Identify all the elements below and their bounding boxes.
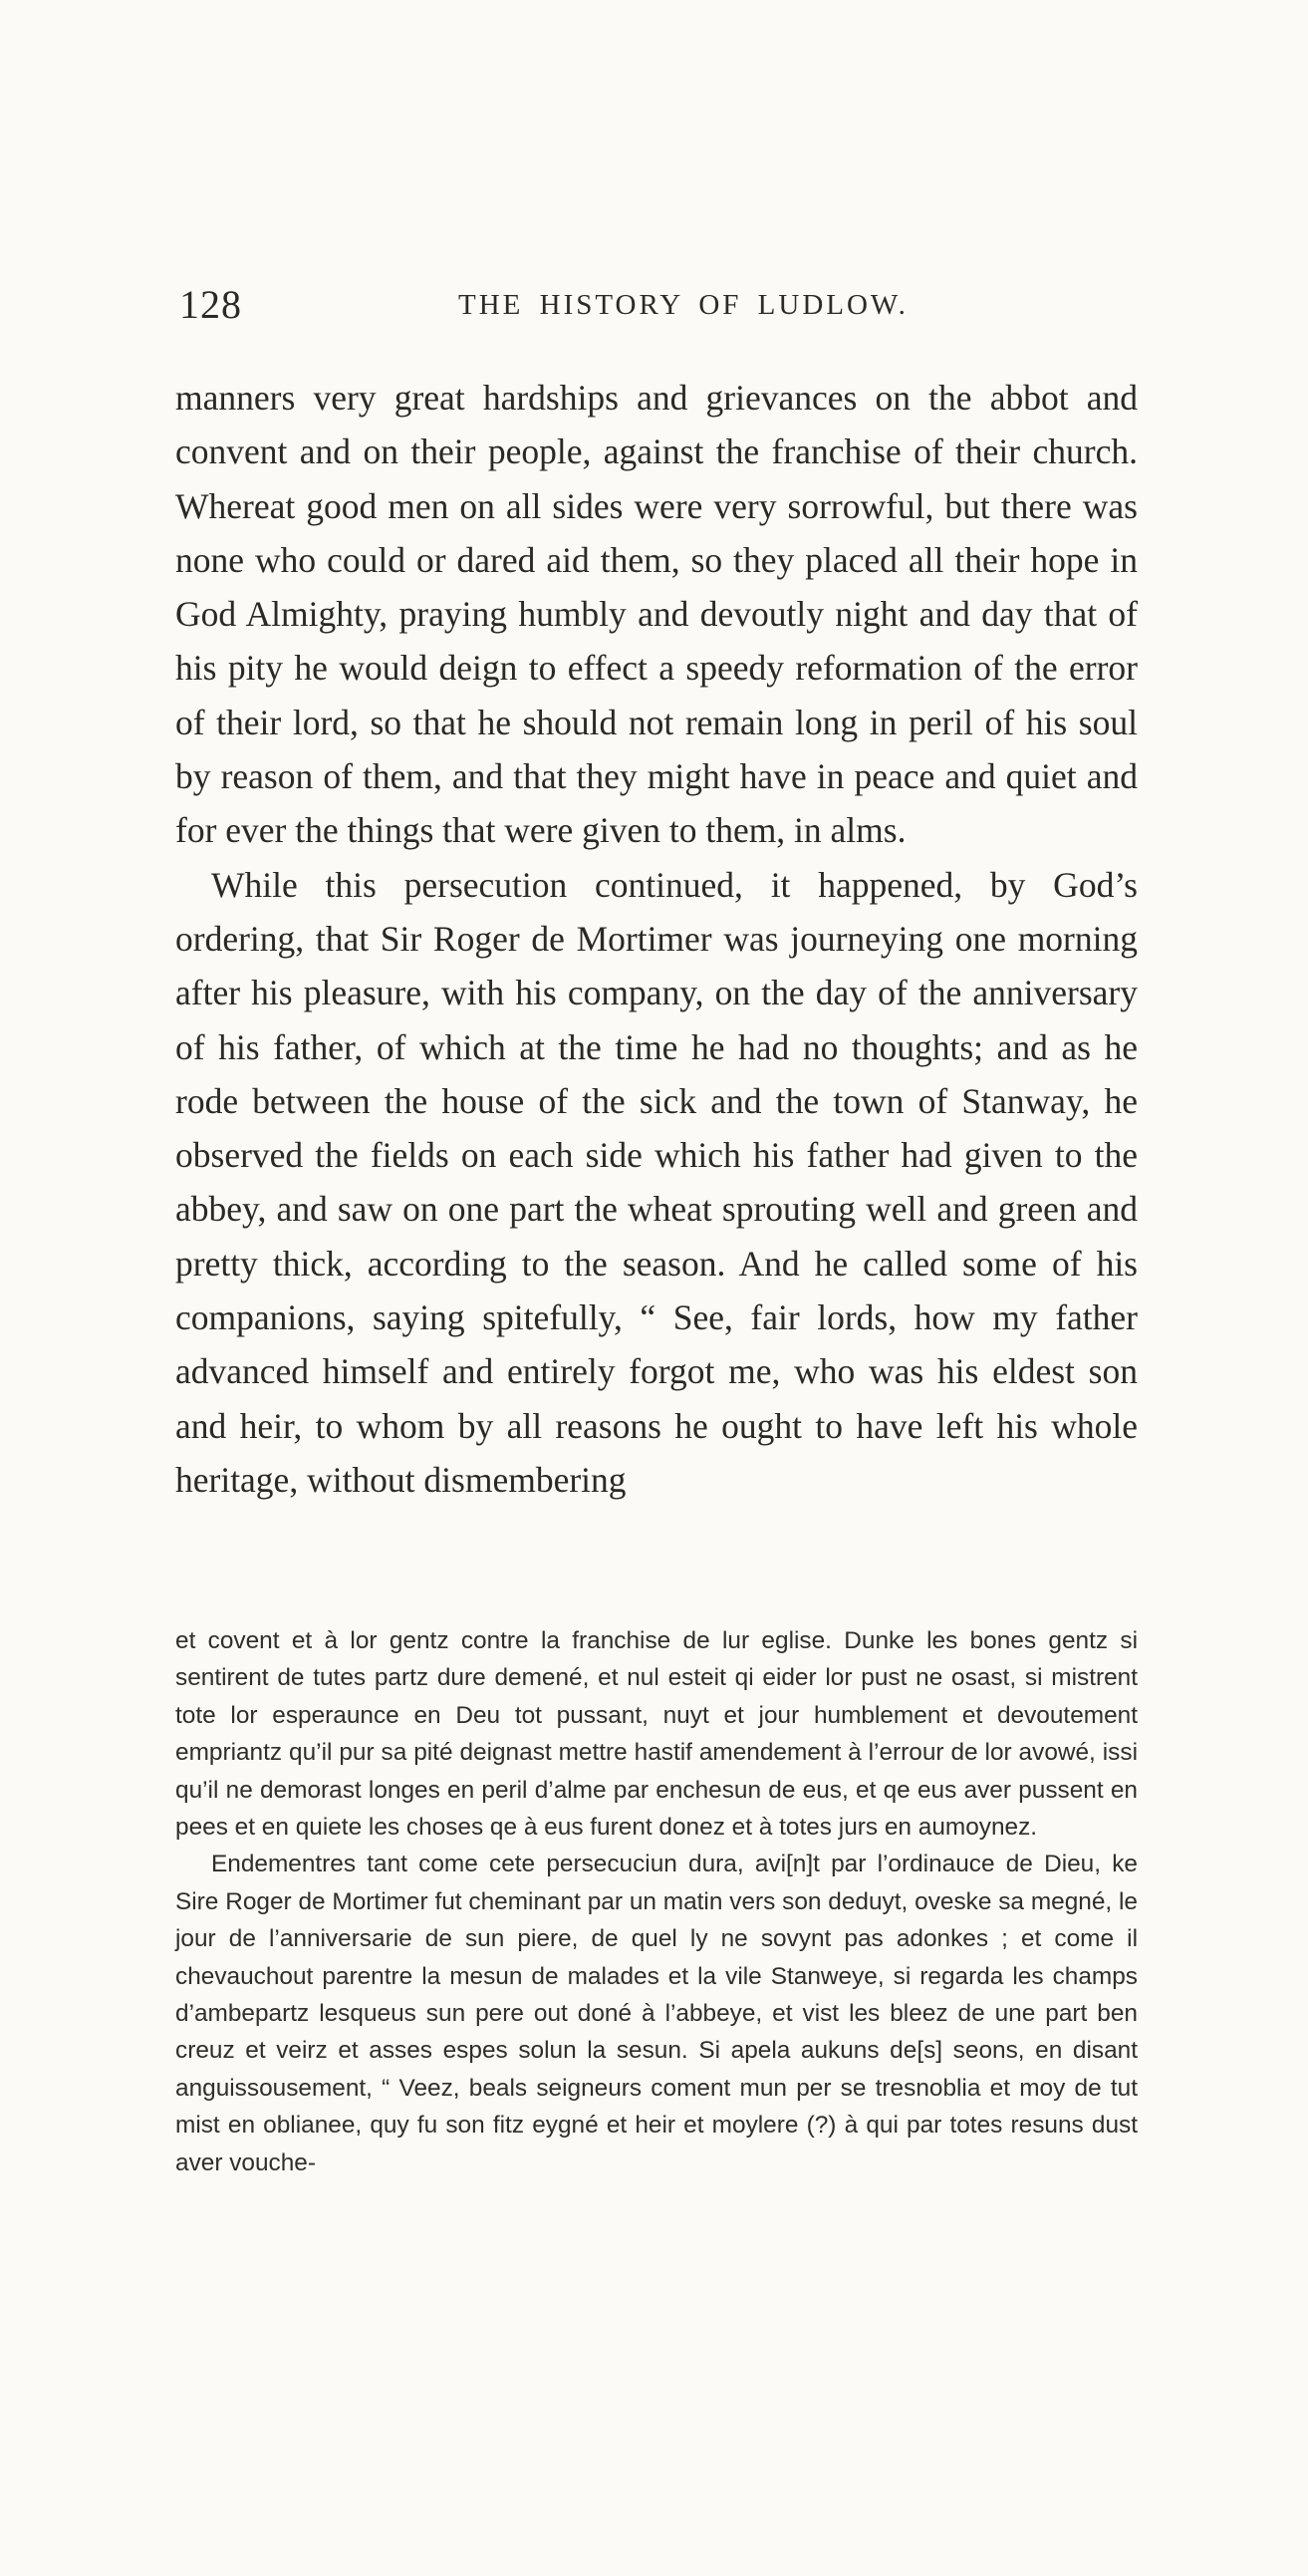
footnote-text [175,1622,1138,2181]
running-head [179,281,1136,331]
main-text [175,371,1138,1507]
footnote-paragraph-1: et covent et à lor gentz contre la franchise de lur eglise. Dunke les bones gentz si sentirent de tutes partz dure demené, et nul esteit qi eider lor pust ne osast, si mistrent tote lor esperaunce en Deu tot pussant, nuyt et jour humblement et devoutement empriantz qu’il pur sa pité deignast mettre hastif amendement à l’errour de lor avowé, issi qu’il ne demorast longes en peril d’alme par enchesun de eus, et qe eus aver pussent en pees et en quiete les choses qe à eus furent donez et à totes jurs en aumoynez. [175,1627,1138,1842]
footnote-paragraph-2: Endementres tant come cete persecuciun dura, avi[n]t par l’ordinauce de Dieu, ke Sire Roger de Mortimer fut cheminant par un matin vers son deduyt, oveske sa megné, le jour de l’anniversarie de sun piere, de quel ly ne sovynt pas adonkes ; et come il chevauchout parentre la mesun de malades et la vile Stanweye, si regarda les champs d’ambepartz lesqueus sun pere out doné à l’abbeye, et vist les bleez de une part ben creuz et veirz et asses espes solun la sesun. Si apela aukuns de[s] seons, en disant anguissousement, “ Veez, beals seigneurs coment mun per se tresnoblia et moy de tut mist en oblianee, quy fu son fitz eygné et heir et moylere (?) à qui par totes resuns dust aver vouche- [175,1851,1138,2176]
main-paragraph-1: manners very great hardships and grievances on the abbot and convent and on their people, against the franchise of their church. Whereat good men on all sides were very sorrowful, but there was none who could or dared aid them, so they placed all their hope in God Almighty, praying humbly and devoutly night and day that of his pity he would deign to effect a speedy reformation of the error of their lord, so that he should not remain long in peril of his soul by reason of them, and that they might have in peace and quiet and for ever the things that were given to them, in alms. [175,378,1138,851]
main-paragraph-2: While this persecution continued, it happened, by God’s ordering, that Sir Roger de Mortimer was journeying one morning after his pleasure, with his company, on the day of the anniversary of his father, of which at the time he had no thoughts; and as he rode between the house of the sick and the town of Stanway, he observed the fields on each side which his father had given to the abbey, and saw on one part the wheat sprouting well and green and pretty thick, according to the season. And he called some of his companions, saying spitefully, “ See, fair lords, how my father advanced himself and entirely forgot me, who was his eldest son and heir, to whom by all reasons he ought to have left his whole heritage, without dismembering [175,864,1138,1500]
running-title: THE HISTORY OF LUDLOW. [458,289,909,321]
page-number: 128 [179,282,242,327]
